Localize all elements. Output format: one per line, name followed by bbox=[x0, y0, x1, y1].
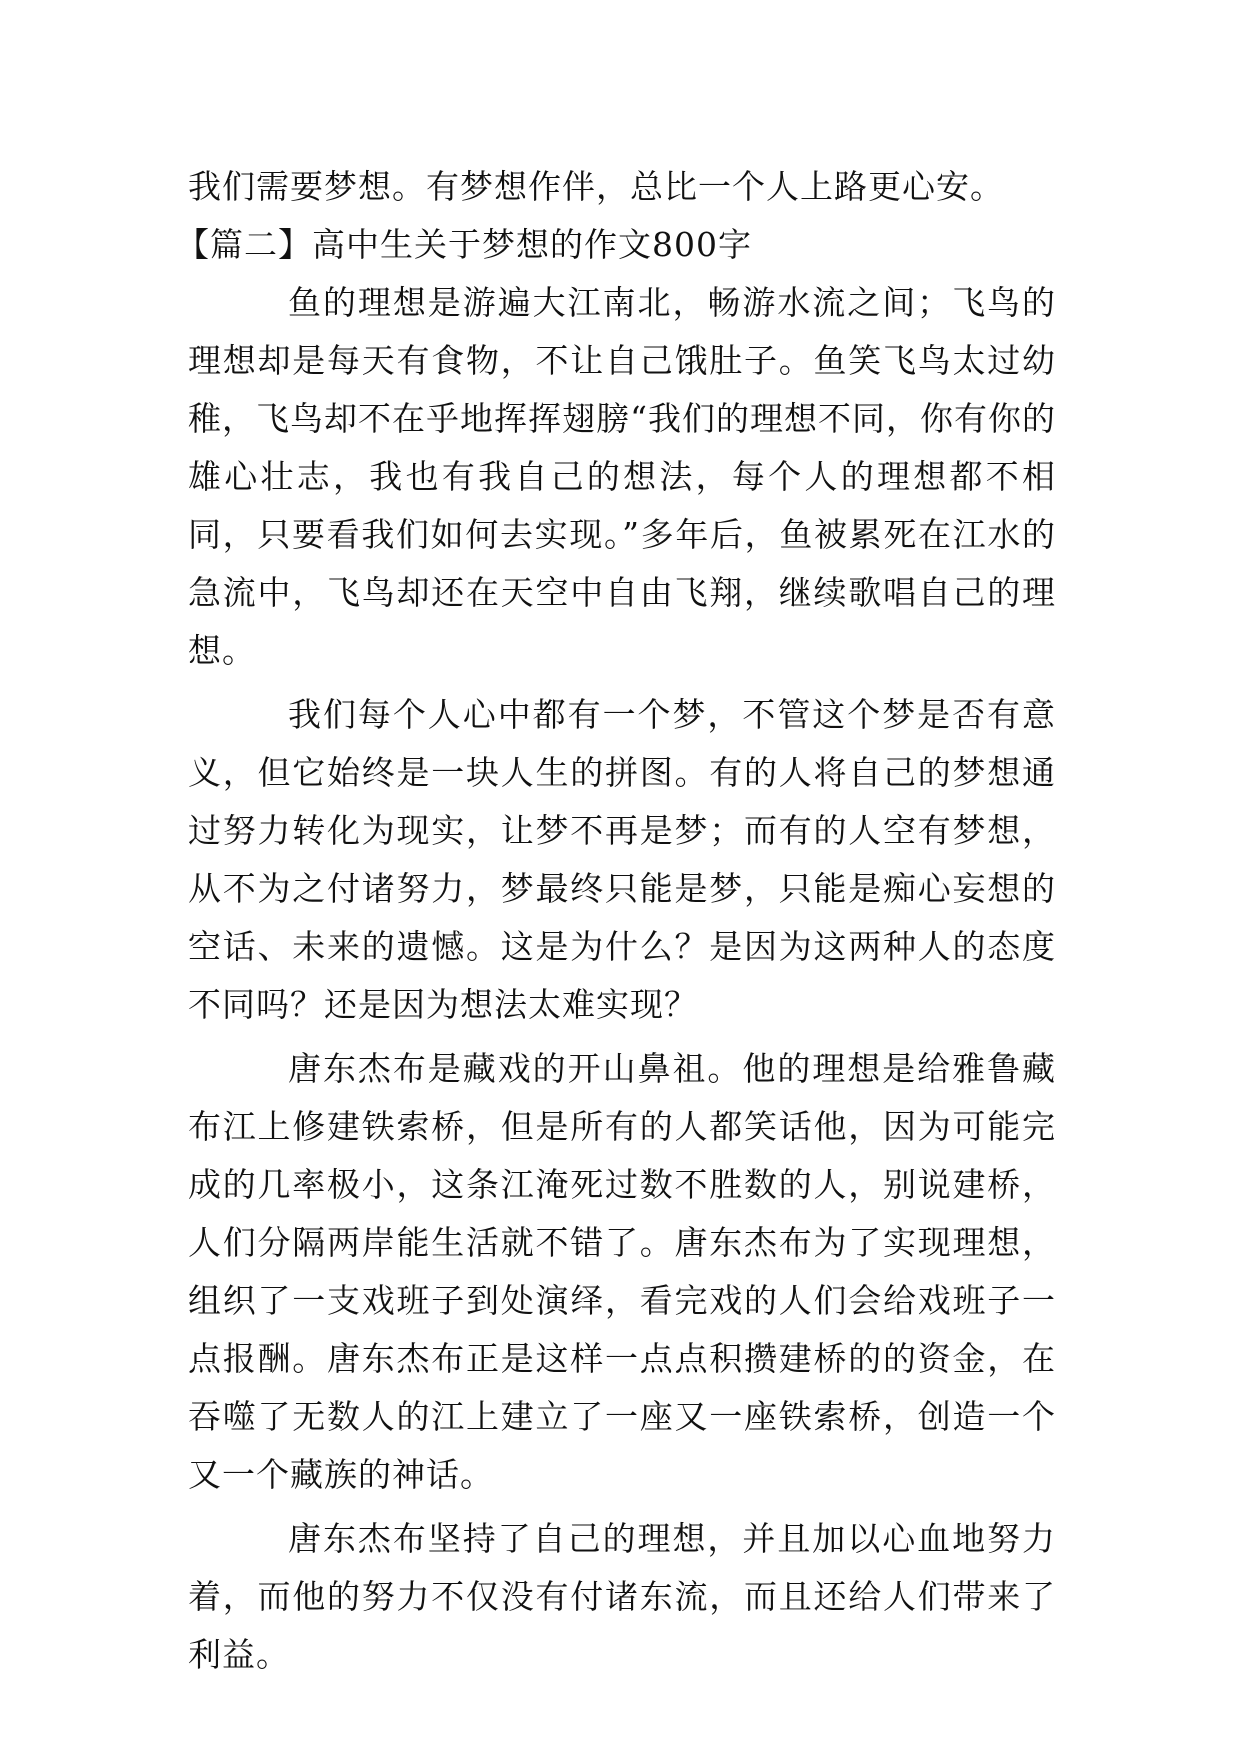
section-heading: 【篇二】高中生关于梦想的作文800字 bbox=[176, 225, 752, 264]
paragraph-4: 唐东杰布坚持了自己的理想，并且加以心血地努力着，而他的努力不仅没有付诸东流，而且还给人们带来了利益。 bbox=[188, 1519, 1056, 1674]
paragraph-3: 唐东杰布是藏戏的开山鼻祖。他的理想是给雅鲁藏布江上修建铁索桥，但是所有的人都笑话他，因为可能完成的几率极小，这条江淹死过数不胜数的人，别说建桥，人们分隔两岸能生活就不错了。唐东杰布为了实现理想，组织了一支戏班子到处演绎，看完戏的人们会给戏班子一点报酬。唐东杰布正是这样一点点积攒建桥的的资金，在吞噬了无数人的江上建立了一座又一座铁索桥，创造一个又一个藏族的神话。 bbox=[188, 1049, 1056, 1494]
paragraph-1: 鱼的理想是游遍大江南北，畅游水流之间；飞鸟的理想却是每天有食物，不让自己饿肚子。鱼笑飞鸟太过幼稚，飞鸟却不在乎地挥挥翅膀“我们的理想不同，你有你的雄心壮志，我也有我自己的想法，每个人的理想都不相同，只要看我们如何去实现。”多年后，鱼被累死在江水的急流中，飞鸟却还在天空中自由飞翔，继续歌唱自己的理想。 bbox=[188, 283, 1056, 670]
document-body bbox=[176, 158, 1056, 1684]
paragraph-2: 我们每个人心中都有一个梦，不管这个梦是否有意义，但它始终是一块人生的拼图。有的人将自己的梦想通过努力转化为现实，让梦不再是梦；而有的人空有梦想，从不为之付诸努力，梦最终只能是梦，只能是痴心妄想的空话、未来的遗憾。这是为什么？是因为这两种人的态度不同吗？还是因为想法太难实现？ bbox=[188, 695, 1056, 1024]
opening-line: 我们需要梦想。有梦想作伴，总比一个人上路更心安。 bbox=[188, 167, 1004, 206]
